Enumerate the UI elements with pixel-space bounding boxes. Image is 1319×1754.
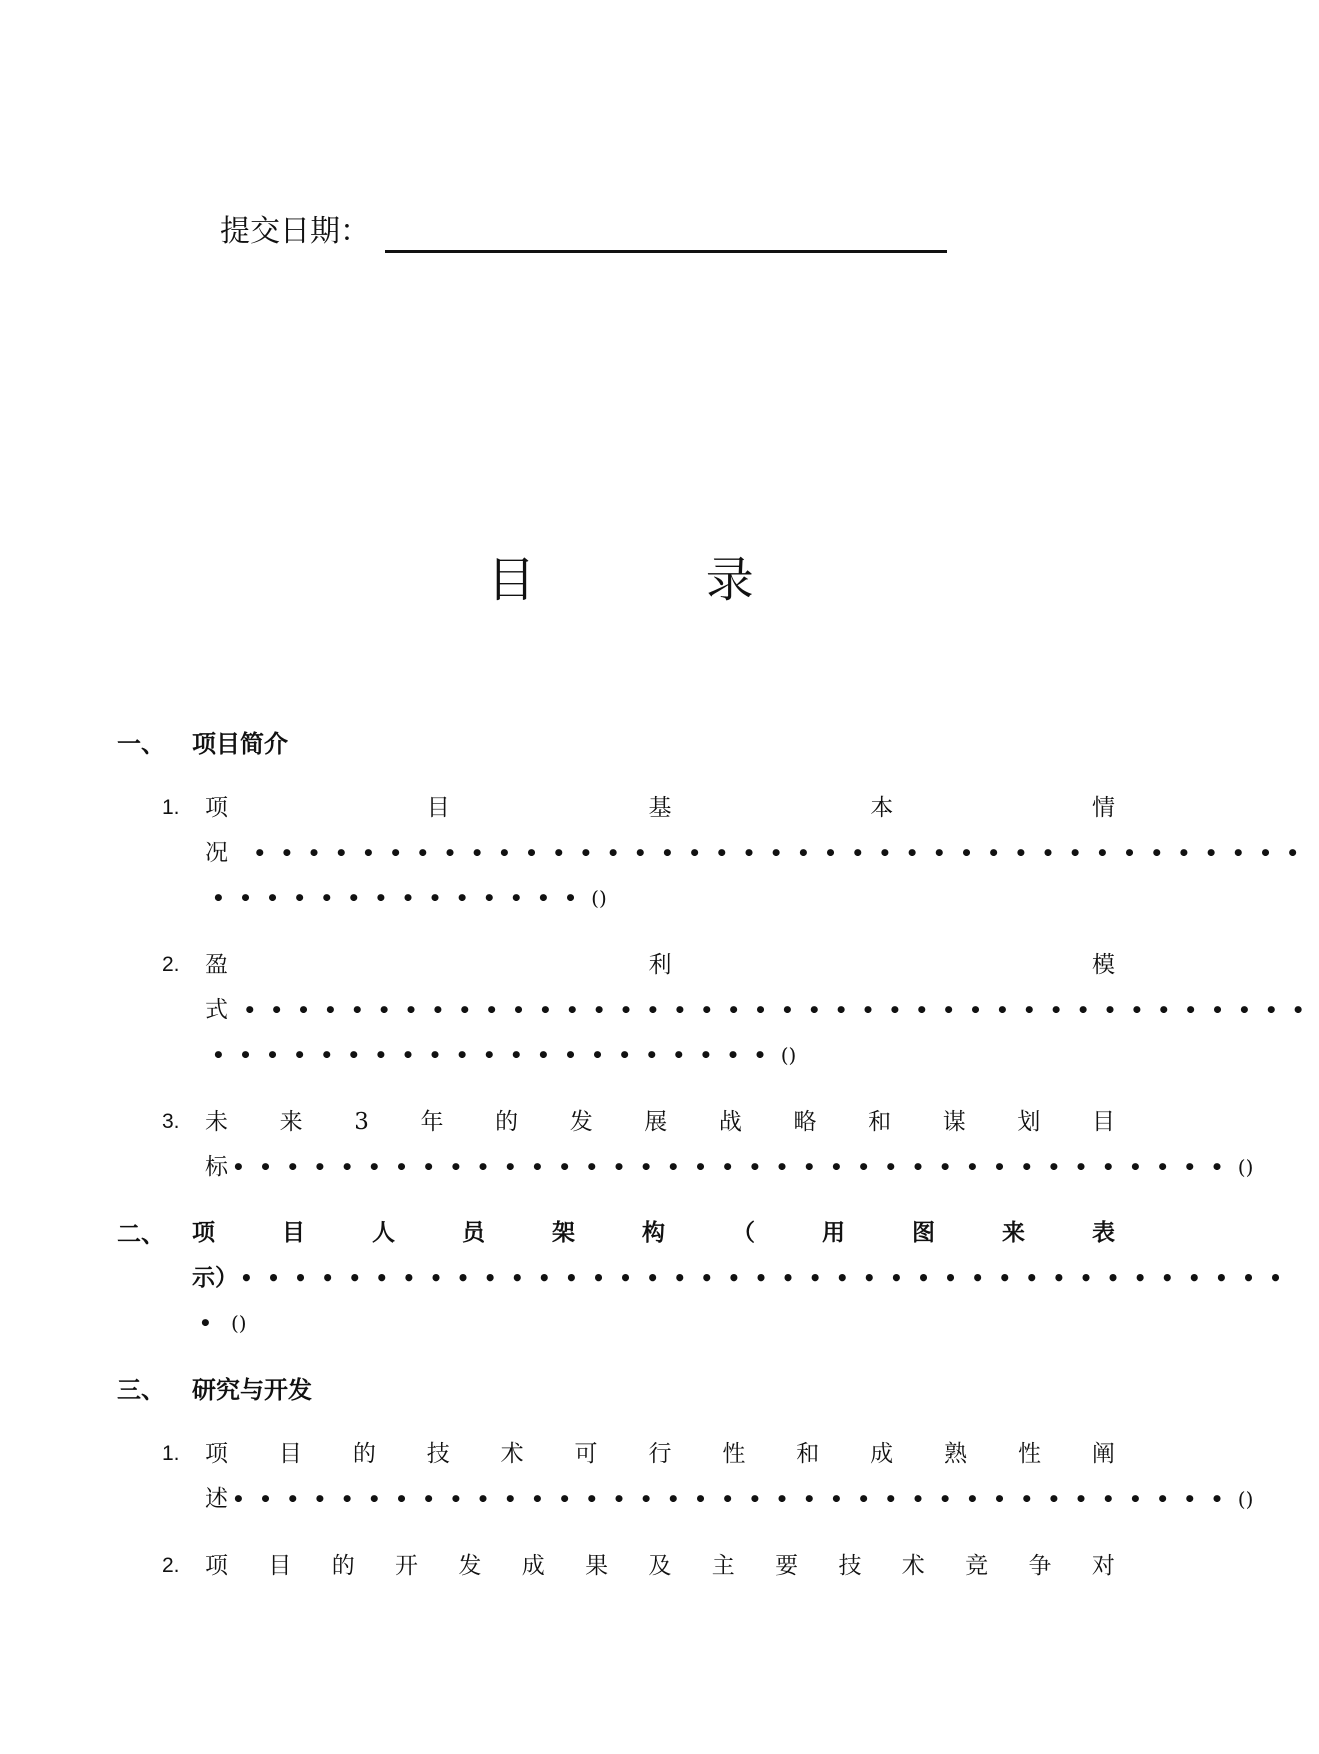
entry-char: 3 [354, 1109, 369, 1135]
toc-title [0, 550, 1241, 610]
entry-char: 模 [1092, 952, 1115, 978]
entry-char: 技 [426, 1441, 450, 1467]
entry-char: 人 [372, 1220, 395, 1246]
entry-char: 来 [1002, 1220, 1025, 1246]
entry-char: 和 [868, 1109, 892, 1135]
entry-char: 情 [1092, 795, 1115, 821]
page-number-placeholder: () [1237, 1487, 1254, 1511]
entry-char: 本 [870, 795, 894, 821]
entry-char: 可 [574, 1441, 598, 1467]
section-number: 三、 [117, 1375, 165, 1404]
toc-entry-line3 [212, 1040, 796, 1070]
entry-char: 况 [205, 840, 228, 866]
toc-entry-line1[interactable] [205, 1439, 1115, 1469]
entry-char: 性 [722, 1441, 746, 1467]
entry-char: 对 [1091, 1553, 1115, 1579]
entry-char: 构 [642, 1220, 665, 1246]
leader-dots: •••••••••••••••••••••••••••••••••••••••• [243, 998, 1319, 1022]
toc-section-line3 [199, 1308, 247, 1338]
entry-char: 图 [912, 1220, 935, 1246]
toc-entry-line2 [205, 995, 1319, 1025]
entry-char: 标 [205, 1154, 228, 1180]
submission-date-blank-line [385, 250, 947, 253]
entry-char: 项 [205, 1553, 228, 1579]
entry-char: 目 [426, 795, 450, 821]
entry-char: 发 [458, 1553, 482, 1579]
entry-char: 要 [775, 1553, 799, 1579]
entry-char: 及 [648, 1553, 672, 1579]
entry-char: 主 [711, 1553, 735, 1579]
toc-entry-line1[interactable] [205, 950, 1115, 980]
item-number: 2. [162, 1554, 180, 1577]
toc-entry-line2 [205, 838, 1313, 868]
submission-date-label: 提交日期： [220, 214, 370, 249]
toc-title-char-1: 目 [487, 552, 536, 608]
section-title: 研究与开发 [192, 1376, 312, 1404]
page-number-placeholder: () [1237, 1155, 1254, 1179]
entry-char: 行 [648, 1441, 672, 1467]
entry-char: 利 [648, 952, 672, 978]
leader-dots: ••••••••••••••••••••••••••••••••••••• [232, 1155, 1238, 1179]
item-number: 1. [162, 796, 180, 819]
leader-dots: ••••••••••••••••••••••••••••••••••••• [232, 1487, 1238, 1511]
entry-char: 的 [331, 1553, 355, 1579]
entry-char: 成 [521, 1553, 545, 1579]
toc-entry-line1[interactable] [205, 1551, 1115, 1581]
page-number-placeholder: () [230, 1311, 247, 1335]
leader-dots: ••••••••••••••••••••• [212, 1043, 781, 1067]
entry-char: 年 [420, 1109, 444, 1135]
entry-char: （ [732, 1220, 755, 1246]
entry-char: 来 [279, 1109, 303, 1135]
entry-char: 争 [1028, 1553, 1052, 1579]
entry-char: 的 [352, 1441, 376, 1467]
entry-char: 式 [205, 997, 228, 1023]
toc-entry-line3 [212, 883, 607, 913]
entry-char: 成 [870, 1441, 894, 1467]
section-title: 项目简介 [192, 730, 288, 758]
entry-char: 示） [192, 1265, 238, 1291]
leader-dots: •••••••••••••• [212, 886, 592, 910]
leader-dots: ••••••••••••••••••••••••••••••••••••••• [253, 841, 1314, 865]
toc-entry-line1[interactable] [205, 793, 1115, 823]
entry-char: 展 [644, 1109, 668, 1135]
toc-title-char-2: 录 [705, 552, 754, 608]
entry-char: 表 [1092, 1220, 1115, 1246]
section-number: 一、 [117, 729, 165, 758]
entry-char: 述 [205, 1486, 228, 1512]
item-number: 2. [162, 953, 180, 976]
leader-dots: • [199, 1311, 225, 1335]
section-number: 二、 [117, 1219, 165, 1248]
entry-char: 熟 [944, 1441, 968, 1467]
entry-char: 盈 [205, 952, 228, 978]
entry-char: 谋 [942, 1109, 966, 1135]
entry-char: 的 [495, 1109, 519, 1135]
entry-char: 竞 [965, 1553, 989, 1579]
entry-char: 员 [462, 1220, 485, 1246]
item-number: 3. [162, 1110, 180, 1133]
item-number: 1. [162, 1442, 180, 1465]
entry-char: 发 [569, 1109, 593, 1135]
entry-char: 项 [205, 795, 228, 821]
toc-section-line1[interactable] [192, 1218, 1115, 1248]
page-number-placeholder: () [591, 886, 607, 910]
entry-char: 目 [282, 1220, 305, 1246]
entry-char: 性 [1017, 1441, 1041, 1467]
entry-char: 架 [552, 1220, 575, 1246]
entry-char: 目 [278, 1441, 302, 1467]
entry-char: 技 [838, 1553, 862, 1579]
entry-char: 用 [822, 1220, 845, 1246]
page-number-placeholder: () [780, 1043, 797, 1067]
entry-char: 术 [500, 1441, 524, 1467]
toc-entry-line2 [205, 1152, 1253, 1182]
toc-entry-line1[interactable] [205, 1107, 1115, 1137]
entry-char: 果 [585, 1553, 609, 1579]
toc-entry-line2 [205, 1484, 1253, 1514]
entry-char: 目 [268, 1553, 292, 1579]
entry-char: 战 [718, 1109, 742, 1135]
toc-section-line2 [192, 1263, 1296, 1293]
entry-char: 项 [192, 1220, 215, 1246]
entry-char: 目 [1091, 1109, 1115, 1135]
entry-char: 略 [793, 1109, 817, 1135]
leader-dots: ••••••••••••••••••••••••••••••••••••••• [240, 1266, 1297, 1290]
entry-char: 阐 [1091, 1441, 1115, 1467]
entry-char: 术 [901, 1553, 925, 1579]
entry-char: 开 [395, 1553, 419, 1579]
entry-char: 未 [205, 1109, 228, 1135]
entry-char: 基 [648, 795, 672, 821]
entry-char: 划 [1017, 1109, 1041, 1135]
entry-char: 和 [796, 1441, 820, 1467]
entry-char: 项 [205, 1441, 228, 1467]
